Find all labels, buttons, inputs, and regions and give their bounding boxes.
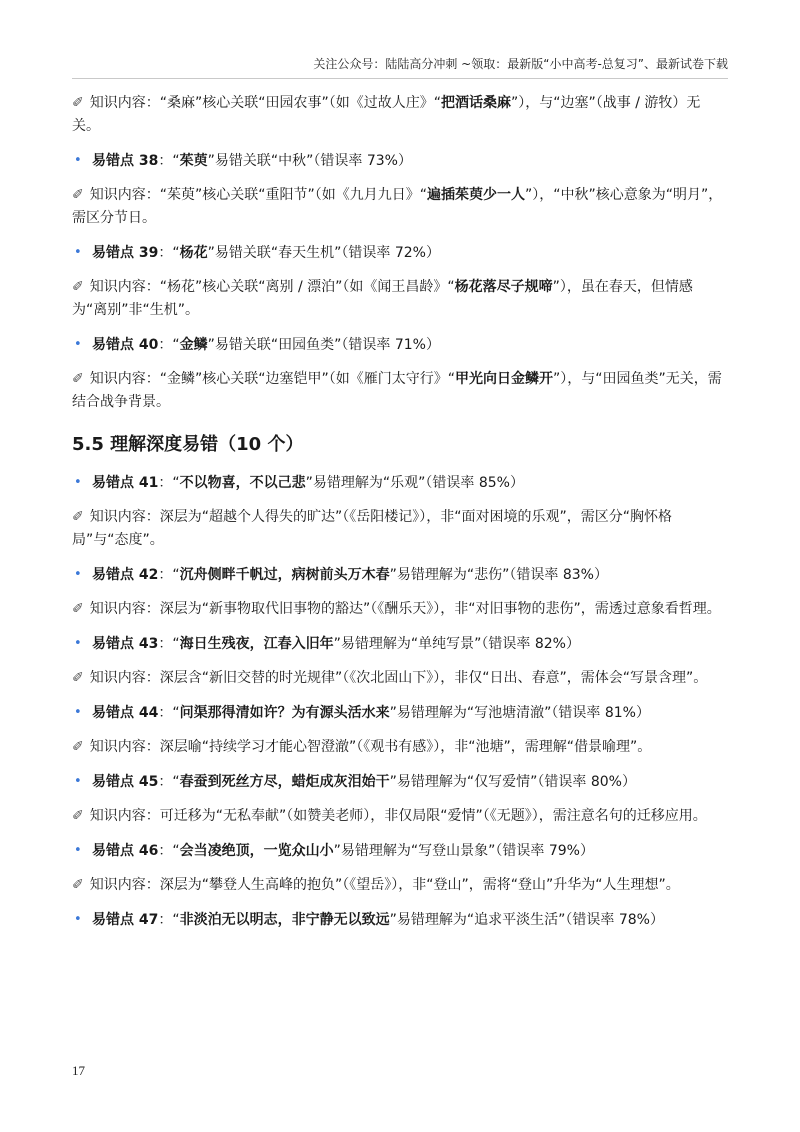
bullet-icon: • — [74, 912, 82, 927]
section-title: 5.5 理解深度易错（10 个） — [72, 434, 304, 455]
bullet-icon: • — [74, 705, 82, 720]
knowledge-note-42: ✐ 知识内容：深层为“新事物取代旧事物的豁达”（《酬乐天》），非“对旧事物的悲伤”，需透过意象看哲理。 — [72, 601, 721, 617]
error-item-42: • 易错点 42：“沉舟侧畔千帆过，病树前头万木春”易错理解为“悲伤”（错误率 83%） — [72, 564, 728, 586]
bullet-icon: • — [74, 245, 82, 260]
error-item-39: • 易错点 39：“杨花”易错关联“春天生机”（错误率 72%） — [72, 242, 728, 264]
page-header: 关注公众号：陆陆高分冲刺 ~领取：最新版“小中高考-总复习”、最新试卷下载 — [313, 57, 728, 71]
pencil-icon: ✐ — [72, 509, 84, 525]
pencil-icon: ✐ — [72, 877, 84, 893]
knowledge-note-45: ✐ 知识内容：可迁移为“无私奉献”（如赞美老师），非仅局限“爱情”（《无题》），需注意名句的迁移应用。 — [72, 808, 707, 824]
pencil-icon: ✐ — [72, 95, 84, 111]
knowledge-note-38: ✐ 知识内容：“茱萸”核心关联“重阳节”（如《九月九日》“遍插茱萸少一人”），“中秋”核心意象为“明月”，需区分节日。 — [72, 187, 723, 226]
knowledge-note-46: ✐ 知识内容：深层为“攀登人生高峰的抱负”（《望岳》），非“登山”，需将“登山”升华为“人生理想”。 — [72, 877, 680, 893]
error-item-43: • 易错点 43：“海日生残夜，江春入旧年”易错理解为“单纯写景”（错误率 82%） — [72, 633, 728, 655]
bullet-icon: • — [74, 567, 82, 582]
pencil-icon: ✐ — [72, 601, 84, 617]
error-item-44: • 易错点 44：“问渠那得清如许？为有源头活水来”易错理解为“写池塘清澈”（错误率 81%） — [72, 702, 728, 724]
pencil-icon: ✐ — [72, 808, 84, 824]
knowledge-note-40: ✐ 知识内容：“金鳞”核心关联“边塞铠甲”（如《雁门太守行》“甲光向日金鳞开”），与“田园鱼类”无关，需结合战争背景。 — [72, 371, 722, 410]
bullet-icon: • — [74, 843, 82, 858]
bullet-icon: • — [74, 636, 82, 651]
error-item-47: • 易错点 47：“非淡泊无以明志，非宁静无以致远”易错理解为“追求平淡生活”（错误率 78%） — [72, 909, 728, 931]
pencil-icon: ✐ — [72, 371, 84, 387]
header-divider — [72, 78, 728, 79]
page-content — [72, 92, 728, 943]
bullet-icon: • — [74, 153, 82, 168]
error-item-45: • 易错点 45：“春蚕到死丝方尽，蜡炬成灰泪始干”易错理解为“仅写爱情”（错误率 80%） — [72, 771, 728, 793]
bullet-icon: • — [74, 774, 82, 789]
bullet-icon: • — [74, 475, 82, 490]
knowledge-note-44: ✐ 知识内容：深层喻“持续学习才能心智澄澈”（《观书有感》），非“池塘”，需理解“借景喻理”。 — [72, 739, 652, 755]
knowledge-note-41: ✐ 知识内容：深层为“超越个人得失的旷达”（《岳阳楼记》），非“面对困境的乐观”，需区分“胸怀格局”与“态度”。 — [72, 509, 672, 548]
pencil-icon: ✐ — [72, 279, 84, 295]
pencil-icon: ✐ — [72, 739, 84, 755]
error-item-41: • 易错点 41：“不以物喜，不以己悲”易错理解为“乐观”（错误率 85%） — [72, 472, 728, 494]
page-number: 17 — [72, 1063, 85, 1078]
error-item-38: • 易错点 38：“茱萸”易错关联“中秋”（错误率 73%） — [72, 150, 728, 172]
pencil-icon: ✐ — [72, 670, 84, 686]
error-item-40: • 易错点 40：“金鳞”易错关联“田园鱼类”（错误率 71%） — [72, 334, 728, 356]
knowledge-note: ✐ 知识内容：“桑麻”核心关联“田园农事”（如《过故人庄》“把酒话桑麻”），与“边塞”（战事 / 游牧）无关。 — [72, 95, 701, 134]
pencil-icon: ✐ — [72, 187, 84, 203]
knowledge-note-39: ✐ 知识内容：“杨花”核心关联“离别 / 漂泊”（如《闻王昌龄》“杨花落尽子规啼”），虽在春天，但情感为“离别”非“生机”。 — [72, 279, 693, 318]
error-item-46: • 易错点 46：“会当凌绝顶，一览众山小”易错理解为“写登山景象”（错误率 79%） — [72, 840, 728, 862]
knowledge-note-43: ✐ 知识内容：深层含“新旧交替的时光规律”（《次北固山下》），非仅“日出、春意”，需体会“写景含理”。 — [72, 670, 708, 686]
bullet-icon: • — [74, 337, 82, 352]
